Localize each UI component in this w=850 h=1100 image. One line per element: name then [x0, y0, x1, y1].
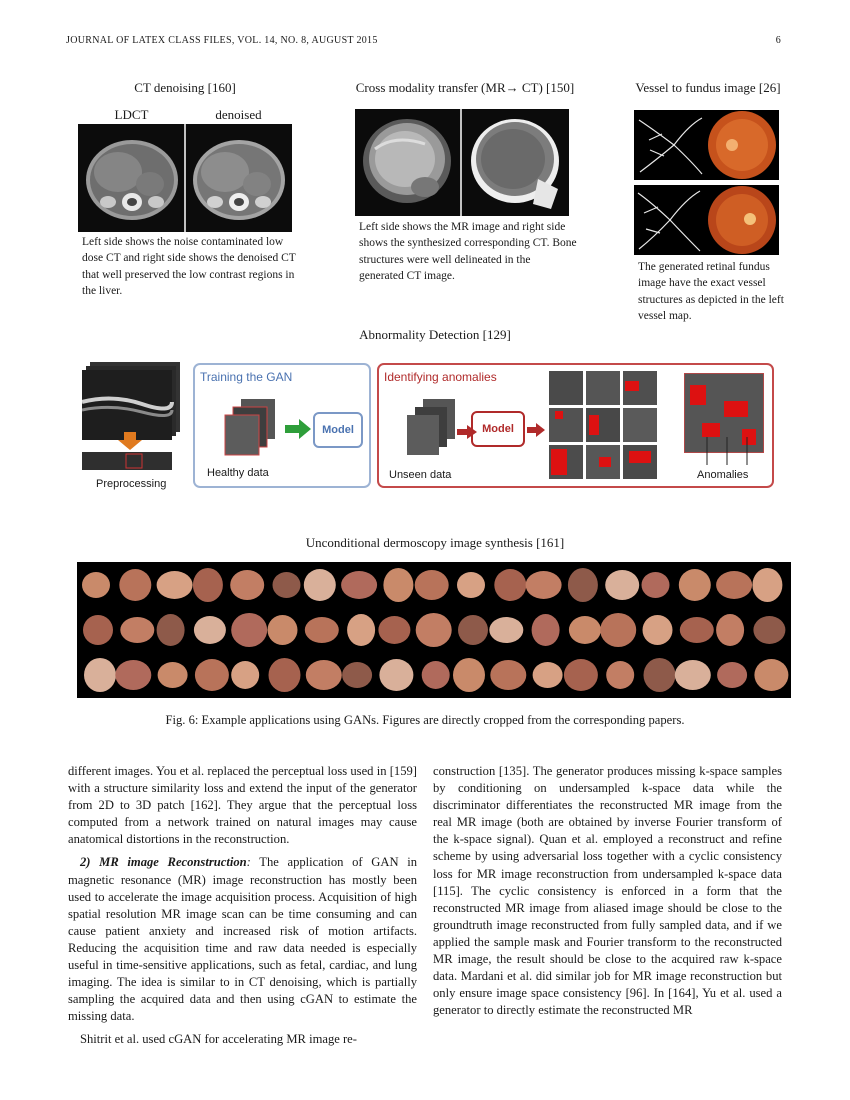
lesion-blob	[457, 572, 485, 598]
lesion-blob	[675, 660, 711, 690]
vessel-caption: The generated retinal fundus image have the exact vessel structures as depicted in the left vessel map.	[638, 261, 784, 323]
lesion-blob	[120, 617, 154, 643]
dermoscopy-grid	[77, 562, 791, 698]
mr-ct-graphic	[355, 109, 569, 216]
mr-ct-image	[355, 109, 569, 216]
lesion-blob	[193, 568, 223, 602]
vessel-fundus-graphic-2	[634, 185, 779, 255]
lesion-blob	[569, 616, 601, 644]
lesion-blob	[158, 662, 188, 688]
lesion-blob	[642, 572, 670, 598]
left-column	[68, 763, 417, 1049]
lesion-blob	[564, 659, 598, 691]
identifying-model-label: Model	[482, 423, 514, 435]
lesion-blob	[643, 615, 673, 645]
dermoscopy-lesions-graphic	[77, 562, 791, 698]
preprocessing-block	[82, 362, 182, 492]
lesion-blob	[679, 569, 711, 601]
lesion-blob	[490, 660, 526, 690]
lesion-blob	[605, 570, 639, 600]
lesion-blob	[717, 662, 747, 688]
lesion-blob	[115, 660, 151, 690]
mr-panel-title: Cross modality transfer (MR→ CT) [150]	[355, 80, 575, 95]
anomalies-label: Anomalies	[697, 469, 749, 481]
vessel-fundus-image-1	[634, 110, 779, 180]
lesion-blob	[716, 614, 744, 646]
abnormality-title: Abnormality Detection [129]	[359, 327, 511, 342]
lesion-blob	[379, 659, 413, 691]
lesion-blob	[494, 569, 526, 601]
left-paragraph-1: different images. You et al. replaced the perceptual loss used in [159] with a structure similarity loss and extend the input of the generator from 2D to 3D patch [162]. They argue that the perceptual loss computed from a network trained on natural images may cause anatomical distortions in the reconstruction.	[68, 764, 417, 847]
lesion-blob	[342, 662, 372, 688]
lesion-blob	[273, 572, 301, 598]
oct-stack-graphic	[82, 362, 182, 474]
lesion-blob	[347, 614, 375, 646]
lesion-blob	[606, 661, 634, 689]
lesion-blob	[341, 571, 377, 599]
lesion-blob	[453, 658, 485, 692]
section-title: MR image Reconstruction	[99, 855, 247, 870]
lesion-blob	[533, 662, 563, 688]
lesion-blob	[568, 568, 598, 602]
lesion-blob	[269, 658, 301, 692]
training-gan-box	[193, 363, 371, 488]
lesion-blob	[231, 613, 267, 647]
training-model-label: Model	[322, 424, 354, 436]
lesion-blob	[230, 570, 264, 600]
training-model-box	[313, 412, 363, 448]
lesion-blob	[489, 617, 523, 643]
lesion-blob	[84, 658, 116, 692]
ct-image	[78, 124, 292, 232]
vessel-fundus-image-2	[634, 185, 779, 255]
unseen-data-label: Unseen data	[389, 469, 452, 481]
identifying-anomalies-box	[377, 363, 774, 488]
lesion-blob	[378, 616, 410, 644]
lesion-blob	[119, 569, 151, 601]
healthy-patches-graphic	[207, 397, 317, 467]
lesion-blob	[752, 568, 782, 602]
ct-scan-graphic	[78, 124, 292, 232]
lesion-blob	[383, 568, 413, 602]
vessel-panel-title: Vessel to fundus image [26]	[635, 80, 781, 95]
identifying-model-box	[471, 411, 525, 447]
healthy-data-label: Healthy data	[207, 467, 269, 479]
identifying-anomalies-title: Identifying anomalies	[384, 370, 497, 384]
lesion-blob	[600, 613, 636, 647]
ct-right-label: denoised	[215, 107, 262, 122]
lesion-blob	[680, 617, 714, 643]
lesion-blob	[644, 658, 676, 692]
ct-left-label: LDCT	[114, 107, 149, 122]
figure-caption: Fig. 6: Example applications using GANs. Figures are directly cropped from the corresponding papers.	[165, 713, 685, 727]
anomaly-pointer-lines	[697, 437, 757, 465]
lesion-blob	[268, 615, 298, 645]
lesion-blob	[195, 659, 229, 691]
lesion-blob	[532, 614, 560, 646]
anomaly-grid-graphic	[549, 371, 659, 479]
right-column	[433, 763, 782, 1019]
right-paragraph-1: construction [135]. The generator produces missing k-space samples by conditioning on undersampled k-space data while the discriminator differentiates the reconstructed MR image from the real MR image (both are obtained by inverse Fourier transform of the k-space signal). Quan et al. employed a reconstruct and refine scheme by using adversarial loss together with a cyclic consistency loss for MR image reconstruction from undersampled k-space data [115]. The cyclic consistency is enforced in a form that the reconstructed MR image from aliased image should be close to the groundtruth image reconstructed from fully sampled data, and if we applied the sample mask and Fourier transform to the reconstructed MR image, the result should be close to the acquired raw k-space data. Mardani et al. did similar job for MR image reconstruction but only ensure image space consistency [96]. In [164], Yu et al. used a generator to directly estimate the reconstructed MR	[433, 764, 782, 1018]
left-paragraph-3: Shitrit et al. used cGAN for accelerating MR image re-	[80, 1032, 357, 1047]
lesion-blob	[415, 570, 449, 600]
lesion-blob	[82, 572, 110, 598]
lesion-blob	[304, 569, 336, 601]
lesion-blob	[716, 571, 752, 599]
lesion-blob	[305, 617, 339, 643]
lesion-blob	[458, 615, 488, 645]
mr-caption: Left side shows the MR image and right side shows the synthesized corresponding CT. Bone structures were well delineated in the generated CT image.	[359, 221, 577, 283]
lesion-blob	[753, 616, 785, 644]
lesion-blob	[231, 661, 259, 689]
lesion-blob	[306, 660, 342, 690]
lesion-blob	[157, 614, 185, 646]
section-text: The application of GAN in magnetic resonance (MR) image reconstruction has mostly been used to accelerate the image acquisition process. Acquisition of high spatial resolution MR image scan can be time consuming and can cause patient anxiety and increased risk of motion artifacts. Reducing the acquisition time and raw data needed is especially useful in time-sensitive applications, such as fetal, cardiac, and lung imaging. The idea is similar to in CT denoising, which is partially sampling the acquired data and then using cGAN to estimate the missing data.	[68, 855, 417, 1024]
lesion-blob	[422, 661, 450, 689]
preprocessing-label: Preprocessing	[96, 478, 167, 490]
ct-caption: Left side shows the noise contaminated low dose CT and right side shows the denoised CT that well preserved the low contrast regions in the liver.	[82, 236, 296, 298]
section-number: 2)	[80, 855, 91, 870]
running-header: JOURNAL OF LATEX CLASS FILES, VOL. 14, NO. 8, AUGUST 2015	[66, 35, 378, 46]
dermoscopy-title: Unconditional dermoscopy image synthesis [161]	[305, 535, 565, 550]
left-paragraph-2: 2) MR image Reconstruction: The application of GAN in magnetic resonance (MR) image reconstruction has mostly been used to accelerate the image acquisition process. Acquisition of high spatial resolution MR image scan can be time consuming and can cause patient anxiety and increased risk of motion artifacts. Reducing the acquisition time and raw data needed is especially useful in time-sensitive applications, such as fetal, cardiac, and lung imaging. The idea is similar to in CT denoising, which is partially sampling the acquired data and then using cGAN to estimate the missing data.	[68, 855, 417, 1024]
training-gan-title: Training the GAN	[200, 370, 293, 384]
ct-panel-title: CT denoising [160]	[134, 80, 236, 95]
lesion-blob	[157, 571, 193, 599]
lesion-blob	[194, 616, 226, 644]
lesion-blob	[754, 659, 788, 691]
lesion-blob	[416, 613, 452, 647]
unseen-patches-graphic	[389, 397, 459, 467]
lesion-blob	[83, 615, 113, 645]
vessel-fundus-graphic-1	[634, 110, 779, 180]
lesion-blob	[526, 571, 562, 599]
page-number: 6	[775, 35, 781, 46]
model-output-arrow	[527, 423, 545, 437]
